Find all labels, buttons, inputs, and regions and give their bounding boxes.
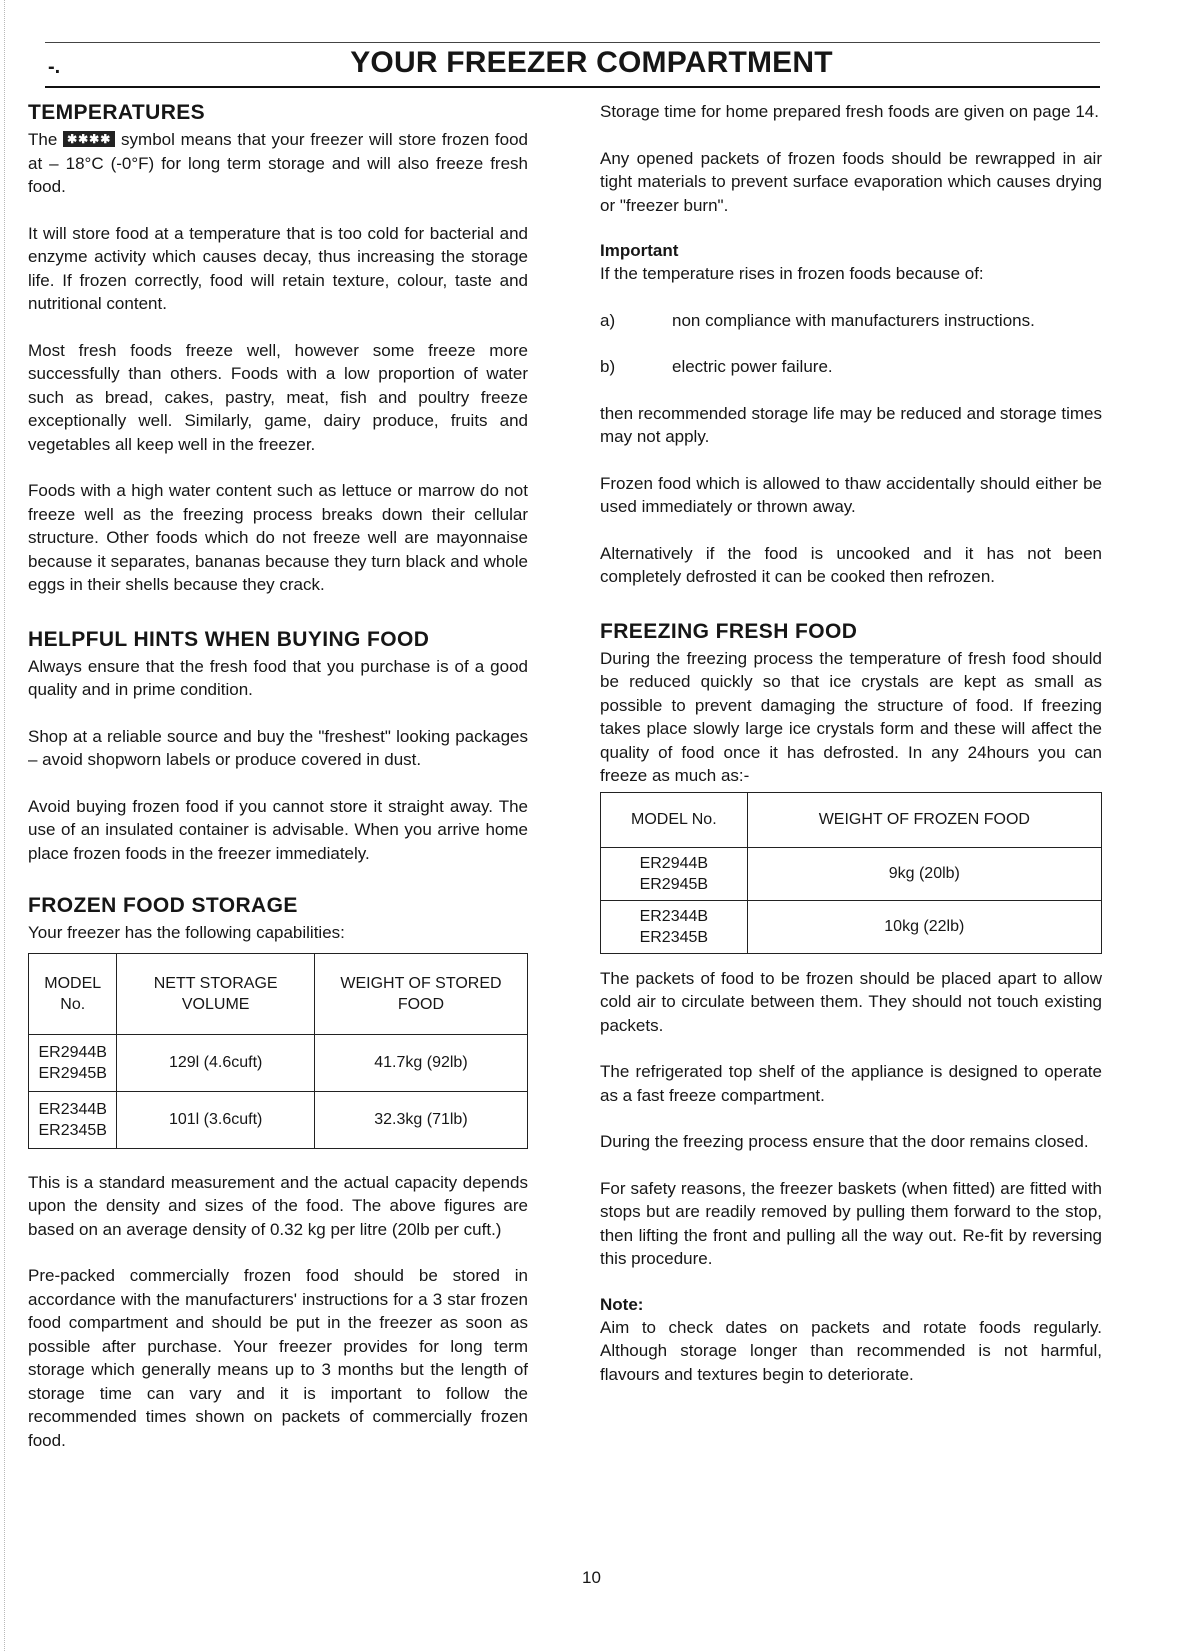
table-row bbox=[29, 1034, 528, 1091]
storage-prepacked-paragraph: Pre-packed commercially frozen food should be stored in accordance with the manufacturers' instructions for a 3 star frozen food compartment and should be put in the freezer as soon as possible after purchase. Your freezer provides for long term storage which generally means up to 3 months but the length of storage time can vary and it is important to follow the recommended times shown on packets of commercially frozen food. bbox=[28, 1266, 528, 1450]
header-mark: -. bbox=[48, 56, 61, 78]
storage-life-paragraph: then recommended storage life may be reduced and storage times may not apply. bbox=[600, 403, 1102, 446]
temperatures-paragraph-2: It will store food at a temperature that is too cold for bacterial and enzyme activity which causes decay, thus increasing the storage life. If frozen correctly, food will retain texture, colour, taste and nutritional content. bbox=[28, 223, 528, 313]
model-number: ER2944B bbox=[639, 854, 709, 872]
left-column bbox=[28, 100, 528, 1475]
hints-paragraph-1: Always ensure that the fresh food that you purchase is of a good quality and in prime condition. bbox=[28, 656, 528, 699]
right-column bbox=[600, 100, 1102, 1409]
temperatures-heading: TEMPERATURES bbox=[28, 101, 206, 124]
hints-heading: HELPFUL HINTS WHEN BUYING FOOD bbox=[28, 627, 430, 651]
table-header-row bbox=[601, 792, 1102, 847]
freezing-paragraph-3: The refrigerated top shelf of the appliance is designed to operate as a fast freeze compartment. bbox=[600, 1062, 1102, 1105]
symbol-text: symbol means that your freezer will store frozen food at – 18°C (-0°F) for long term storage and will also freeze fresh food. bbox=[28, 130, 528, 196]
table-row bbox=[29, 1091, 528, 1148]
important-intro: If the temperature rises in frozen foods because of: bbox=[600, 264, 984, 283]
temperatures-paragraph-3: Most fresh foods freeze well, however some freeze more successfully than others. Foods with a low proportion of water such as bread, cakes, pastry, meat, fish and poultry freeze exceptionally well. Similarly, game, dairy produce, fruits and vegetables all keep well in the freezer. bbox=[28, 340, 528, 454]
table-cell-model bbox=[601, 847, 748, 900]
thaw-paragraph: Frozen food which is allowed to thaw accidentally should either be used immediately or thrown away. bbox=[600, 473, 1102, 516]
table-header-weight: WEIGHT OF FROZEN FOOD bbox=[747, 792, 1101, 847]
table-header-row bbox=[29, 953, 528, 1034]
model-number: ER2345B bbox=[38, 1121, 107, 1139]
table-row bbox=[601, 847, 1102, 900]
refreeze-paragraph: Alternatively if the food is uncooked and it has not been completely defrosted it can be cooked then refrozen. bbox=[600, 543, 1102, 586]
table-cell-model bbox=[601, 900, 748, 953]
binding-edge bbox=[4, 0, 6, 1651]
header-rule-bottom bbox=[45, 86, 1100, 88]
note-heading: Note: bbox=[600, 1294, 644, 1314]
table-row bbox=[601, 900, 1102, 953]
list-text: non compliance with manufacturers instructions. bbox=[672, 310, 1035, 330]
important-heading: Important bbox=[600, 241, 679, 260]
four-star-symbol-icon: ✱✱✱✱ bbox=[63, 131, 115, 147]
table-cell-volume: 101l (3.6cuft) bbox=[117, 1091, 314, 1148]
freezing-capacity-table bbox=[600, 792, 1102, 954]
table-header-model: MODEL No. bbox=[601, 792, 748, 847]
header-rule-top bbox=[45, 42, 1100, 43]
page-title: YOUR FREEZER COMPARTMENT bbox=[350, 46, 833, 79]
hints-paragraph-2: Shop at a reliable source and buy the "freshest" looking packages – avoid shopworn labels or produce covered in dust. bbox=[28, 726, 528, 769]
rewrap-paragraph: Any opened packets of frozen foods should be rewrapped in air tight materials to prevent surface evaporation which causes drying or "freezer burn". bbox=[600, 148, 1102, 215]
storage-heading: FROZEN FOOD STORAGE bbox=[28, 894, 298, 917]
note-text: Aim to check dates on packets and rotate foods regularly. Although storage longer than recommended is not harmful, flavours and textures begin to deteriorate. bbox=[600, 1317, 1102, 1384]
table-cell-weight: 41.7kg (92lb) bbox=[314, 1034, 527, 1091]
table-cell-model bbox=[29, 1034, 117, 1091]
freezing-paragraph-1: During the freezing process the temperature of fresh food should be reduced quickly so that ice crystals are kept as small as possible to prevent damaging the structure of food. If freezing takes place slowly large ice crystals form and these will affect the quality of food once it has defrosted. In any 24hours you can freeze as much as:- bbox=[600, 648, 1102, 785]
freezing-paragraph-5: For safety reasons, the freezer baskets (when fitted) are fitted with stops but are readily removed by pulling them forward to the stop, then lifting the front and pulling all the way out. Re-fit by reversing this procedure. bbox=[600, 1178, 1102, 1268]
table-cell-weight: 32.3kg (71lb) bbox=[314, 1091, 527, 1148]
storage-note-paragraph: This is a standard measurement and the actual capacity depends upon the density and sizes of the food. The above figures are based on an average density of 0.32 kg per litre (20lb per cuft.) bbox=[28, 1172, 528, 1239]
list-item bbox=[600, 355, 1102, 379]
model-number: ER2344B bbox=[38, 1100, 107, 1118]
temperatures-paragraph-4: Foods with a high water content such as lettuce or marrow do not freeze well as the freezing process breaks down their cellular structure. Other foods which do not freeze well are mayonnaise because it separates, bananas because they turn black and whole eggs in their shells because they crack. bbox=[28, 481, 528, 594]
model-number: ER2944B bbox=[38, 1043, 107, 1061]
table-header-weight: WEIGHT OF STORED FOOD bbox=[314, 953, 527, 1034]
table-cell-weight: 10kg (22lb) bbox=[747, 900, 1101, 953]
model-number: ER2945B bbox=[38, 1064, 107, 1082]
storage-intro: Your freezer has the following capabilities: bbox=[28, 923, 345, 942]
freezing-heading: FREEZING FRESH FOOD bbox=[600, 619, 858, 643]
freezing-paragraph-2: The packets of food to be frozen should be placed apart to allow cold air to circulate between them. They should not touch existing packets. bbox=[600, 968, 1102, 1035]
table-cell-model bbox=[29, 1091, 117, 1148]
storage-capacity-table bbox=[28, 953, 528, 1149]
page-number: 10 bbox=[582, 1568, 601, 1587]
model-number: ER2945B bbox=[639, 875, 709, 893]
table-cell-volume: 129l (4.6cuft) bbox=[117, 1034, 314, 1091]
model-number: ER2344B bbox=[639, 907, 709, 925]
list-label: a) bbox=[600, 310, 616, 330]
table-header-model: MODEL No. bbox=[29, 953, 117, 1034]
list-label: b) bbox=[600, 357, 616, 376]
freezing-paragraph-4: During the freezing process ensure that the door remains closed. bbox=[600, 1132, 1089, 1151]
symbol-prefix: The bbox=[28, 130, 58, 149]
list-text: electric power failure. bbox=[672, 357, 833, 376]
table-cell-weight: 9kg (20lb) bbox=[747, 847, 1101, 900]
list-item bbox=[600, 309, 1102, 333]
temperatures-symbol-paragraph bbox=[28, 128, 528, 199]
model-number: ER2345B bbox=[639, 928, 709, 946]
storage-time-paragraph: Storage time for home prepared fresh foods are given on page 14. bbox=[600, 102, 1099, 121]
table-header-volume: NETT STORAGE VOLUME bbox=[117, 953, 314, 1034]
hints-paragraph-3: Avoid buying frozen food if you cannot store it straight away. The use of an insulated container is advisable. When you arrive home place frozen foods in the freezer immediately. bbox=[28, 796, 528, 863]
